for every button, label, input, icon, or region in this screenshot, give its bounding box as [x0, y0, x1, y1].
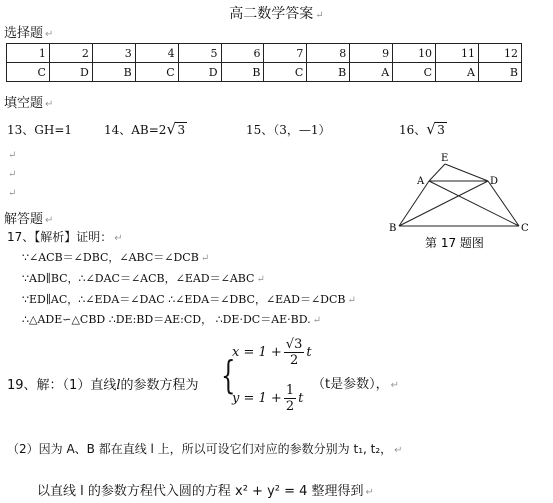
fill-q13: 13、GH=1	[7, 123, 73, 137]
choice-answer-cell: A	[350, 63, 393, 82]
q19-equation-y: y = 1 + $\frac{1}{2}$ t	[232, 383, 304, 414]
choice-answer-table	[6, 43, 522, 82]
fill-q16: 16、 √ 3	[399, 120, 445, 138]
q19-intro: 19、解：（1）直线l的参数方程为	[7, 378, 199, 393]
label-D: D	[490, 176, 499, 187]
blank-line-marker: ↵	[8, 169, 17, 180]
choice-number-cell: 10	[393, 44, 436, 63]
q19-system-brace: {	[221, 353, 236, 397]
choice-number-cell: 1	[7, 44, 50, 63]
label-A: A	[417, 176, 425, 187]
choice-number-cell: 8	[307, 44, 350, 63]
choice-answer-cell: B	[221, 63, 264, 82]
choice-answer-cell: B	[307, 63, 350, 82]
choice-answer-cell: D	[49, 63, 92, 82]
section-solve-heading: 解答题 ↵	[4, 212, 54, 227]
choice-number-cell: 7	[264, 44, 307, 63]
label-B: B	[389, 223, 397, 234]
segment-ED	[445, 164, 488, 181]
q19-equation-x: x = 1 + $\frac{√3}{2}$ t	[232, 337, 312, 368]
segment-EA	[429, 164, 445, 181]
fill-q14: 14、AB=2 √ 3	[104, 120, 186, 138]
segment-DC	[488, 181, 519, 226]
choice-number-cell: 3	[92, 44, 135, 63]
label-C: C	[521, 223, 529, 234]
q17-line-1: ∵∠ACB＝∠DBC，∠ABC＝∠DCB ↵	[22, 251, 210, 264]
q19-part2: （2）因为 A、B 都在直线 l 上，所以可设它们对应的参数分别为 t₁, t₂， ↵	[7, 442, 403, 456]
blank-line-marker: ↵	[8, 188, 17, 199]
choice-answer-cell: B	[92, 63, 135, 82]
q17-line-4: ∴△ADE∽△CBD ∴DE:BD＝AE:CD， ∴DE·DC＝AE·BD. ↵	[22, 313, 322, 326]
choice-answer-cell: C	[135, 63, 178, 82]
section-choice-heading: 选择题 ↵	[4, 26, 54, 41]
choice-number-row	[7, 44, 522, 63]
figure-caption: 第 17 题图	[425, 236, 484, 250]
choice-answer-cell: A	[436, 63, 479, 82]
choice-number-cell: 5	[178, 44, 221, 63]
section-fill-heading: 填空题 ↵	[4, 96, 54, 111]
page-title: 高二数学答案 ↵	[229, 6, 324, 22]
choice-answer-cell: C	[7, 63, 50, 82]
choice-number-cell: 12	[478, 44, 521, 63]
geometry-figure-17	[385, 150, 545, 250]
label-E: E	[441, 153, 449, 164]
q17-line-2: ∵AD∥BC，∴∠DAC＝∠ACB，∠EAD＝∠ABC ↵	[22, 272, 265, 285]
fill-q15: 15、（3，—1）	[246, 123, 331, 137]
choice-number-cell: 6	[221, 44, 264, 63]
choice-answer-cell: C	[264, 63, 307, 82]
blank-line-marker: ↵	[8, 150, 17, 161]
q17-heading: 17、【解析】证明： ↵	[7, 230, 123, 244]
choice-number-cell: 2	[49, 44, 92, 63]
choice-answer-cell: C	[393, 63, 436, 82]
choice-number-cell: 11	[436, 44, 479, 63]
choice-number-cell: 9	[350, 44, 393, 63]
q19-param-note: （t是参数）， ↵	[312, 377, 399, 392]
choice-answer-cell: B	[478, 63, 521, 82]
q17-line-3: ∵ED∥AC，∴∠EDA＝∠DAC ∴∠EDA＝∠DBC，∠EAD＝∠DCB ↵	[22, 293, 356, 306]
q19-part3: 以直线 l 的参数方程代入圆的方程 x² + y² = 4 整理得到 ↵	[37, 484, 374, 499]
choice-answer-cell: D	[178, 63, 221, 82]
choice-answer-row	[7, 63, 522, 82]
segment-AB	[399, 181, 429, 226]
choice-number-cell: 4	[135, 44, 178, 63]
